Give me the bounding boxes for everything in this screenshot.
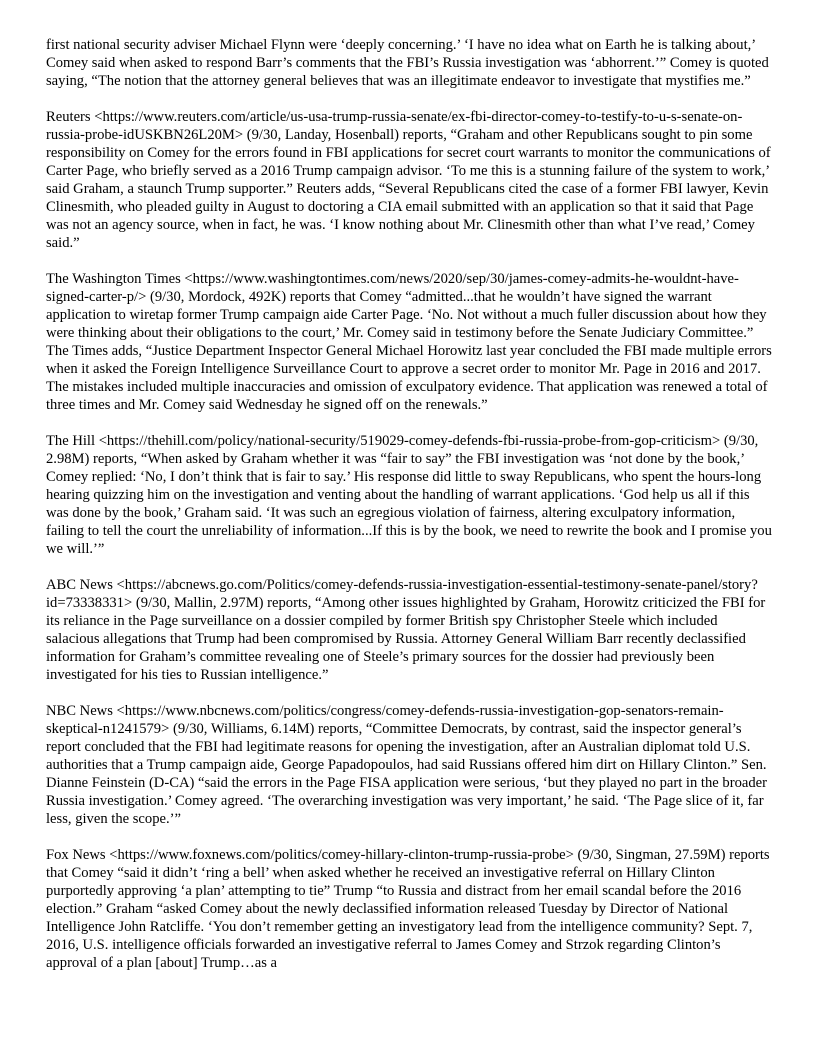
document-page bbox=[46, 36, 774, 990]
paragraph-reuters: Reuters <https://www.reuters.com/article/us-usa-trump-russia-senate/ex-fbi-director-comey-to-testify-to-u-s-senate-on-russia-probe-idUSKBN26L20M> (9/30, Landay, Hosenball) reports, “Graham and other Republicans sought to pin some responsibility on Comey for the errors found in FBI applications for secret court warrants to monitor the communications of Carter Page, who briefly served as a 2016 Trump campaign advisor. ‘To me this is a stunning failure of the system to work,’ said Graham, a staunch Trump supporter.” Reuters adds, “Several Republicans cited the case of a former FBI lawyer, Kevin Clinesmith, who pleaded guilty in August to doctoring a CIA email submitted with an application so that it said that Page was not an agency source, when in fact, he was. ‘I know nothing about Mr. Clinesmith other than what I’ve read,’ Comey said.” bbox=[46, 109, 771, 251]
paragraph-flynn-comey-remarks: first national security adviser Michael Flynn were ‘deeply concerning.’ ‘I have no idea what on Earth he is talking about,’ Comey said when asked to respond Barr’s comments that the FBI’s Russia investigation was ‘abhorrent.’” Comey is quoted saying, “The notion that the attorney general believes that was an illegitimate endeavor to investigate that mystifies me.” bbox=[46, 37, 769, 89]
paragraph-washington-times: The Washington Times <https://www.washingtontimes.com/news/2020/sep/30/james-comey-admits-he-wouldnt-have-signed-carter-p/> (9/30, Mordock, 492K) reports that Comey “admitted...that he wouldn’t have signed the warrant application to wiretap former Trump campaign aide Carter Page. ‘No. Not without a much fuller discussion about how they were thinking about their obligations to the court,’ Mr. Comey said in testimony before the Senate Judiciary Committee.” The Times adds, “Justice Department Inspector General Michael Horowitz last year concluded the FBI made multiple errors when it asked the Foreign Intelligence Surveillance Court to approve a secret order to monitor Mr. Page in 2016 and 2017. The mistakes included multiple inaccuracies and omission of exculpatory evidence. That application was renewed a total of three times and Mr. Comey said Wednesday he signed off on the renewals.” bbox=[46, 271, 772, 413]
paragraph-the-hill: The Hill <https://thehill.com/policy/national-security/519029-comey-defends-fbi-russia-probe-from-gop-criticism> (9/30, 2.98M) reports, “When asked by Graham whether it was “fair to say” the FBI investigation was ‘not done by the book,’ Comey replied: ‘No, I don’t think that is fair to say.’ His response did little to sway Republicans, who spent the hours-long hearing quizzing him on the investigation and venting about the handling of warrant applications. ‘God help us all if this was done by the book,’ Graham said. ‘It was such an egregious violation of fairness, altering exculpatory information, failing to tell the court the unreliability of information...If this is by the book, we need to rewrite the book and I promise you we will.’” bbox=[46, 433, 772, 557]
paragraph-abc-news: ABC News <https://abcnews.go.com/Politics/comey-defends-russia-investigation-essential-testimony-senate-panel/story?id=73338331> (9/30, Mallin, 2.97M) reports, “Among other issues highlighted by Graham, Horowitz criticized the FBI for its reliance in the Page surveillance on a dossier compiled by former British spy Christopher Steele which included salacious allegations that Trump had been compromised by Russia. Attorney General William Barr recently declassified information for Graham’s committee revealing one of Steele’s primary sources for the dossier had previously been investigated for his ties to Russian intelligence.” bbox=[46, 577, 766, 683]
paragraph-fox-news: Fox News <https://www.foxnews.com/politics/comey-hillary-clinton-trump-russia-probe> (9/30, Singman, 27.59M) reports that Comey “said it didn’t ‘ring a bell’ when asked whether he received an investigative referral on Hillary Clinton purportedly approving ‘a plan’ attempting to tie” Trump “to Russia and distract from her email scandal before the 2016 election.” Graham “asked Comey about the newly declassified information released Tuesday by Director of National Intelligence John Ratcliffe. ‘You don’t remember getting an investigatory lead from the intelligence community? Sept. 7, 2016, U.S. intelligence officials forwarded an investigative referral to James Comey and Strzok regarding Clinton’s approval of a plan [about] Trump…as a bbox=[46, 847, 770, 971]
paragraph-nbc-news: NBC News <https://www.nbcnews.com/politics/congress/comey-defends-russia-investigation-gop-senators-remain-skeptical-n1241579> (9/30, Williams, 6.14M) reports, “Committee Democrats, by contrast, said the inspector general’s report concluded that the FBI had legitimate reasons for opening the investigation, after an Australian diplomat told U.S. authorities that a Trump campaign aide, George Papadopoulos, had said Russians offered him dirt on Hillary Clinton.” Sen. Dianne Feinstein (D-CA) “said the errors in the Page FISA application were serious, ‘but they played no part in the broader Russia investigation.’ Comey agreed. ‘The overarching investigation was very important,’ he said. ‘The Page slice of it, far less, given the scope.’” bbox=[46, 703, 767, 827]
